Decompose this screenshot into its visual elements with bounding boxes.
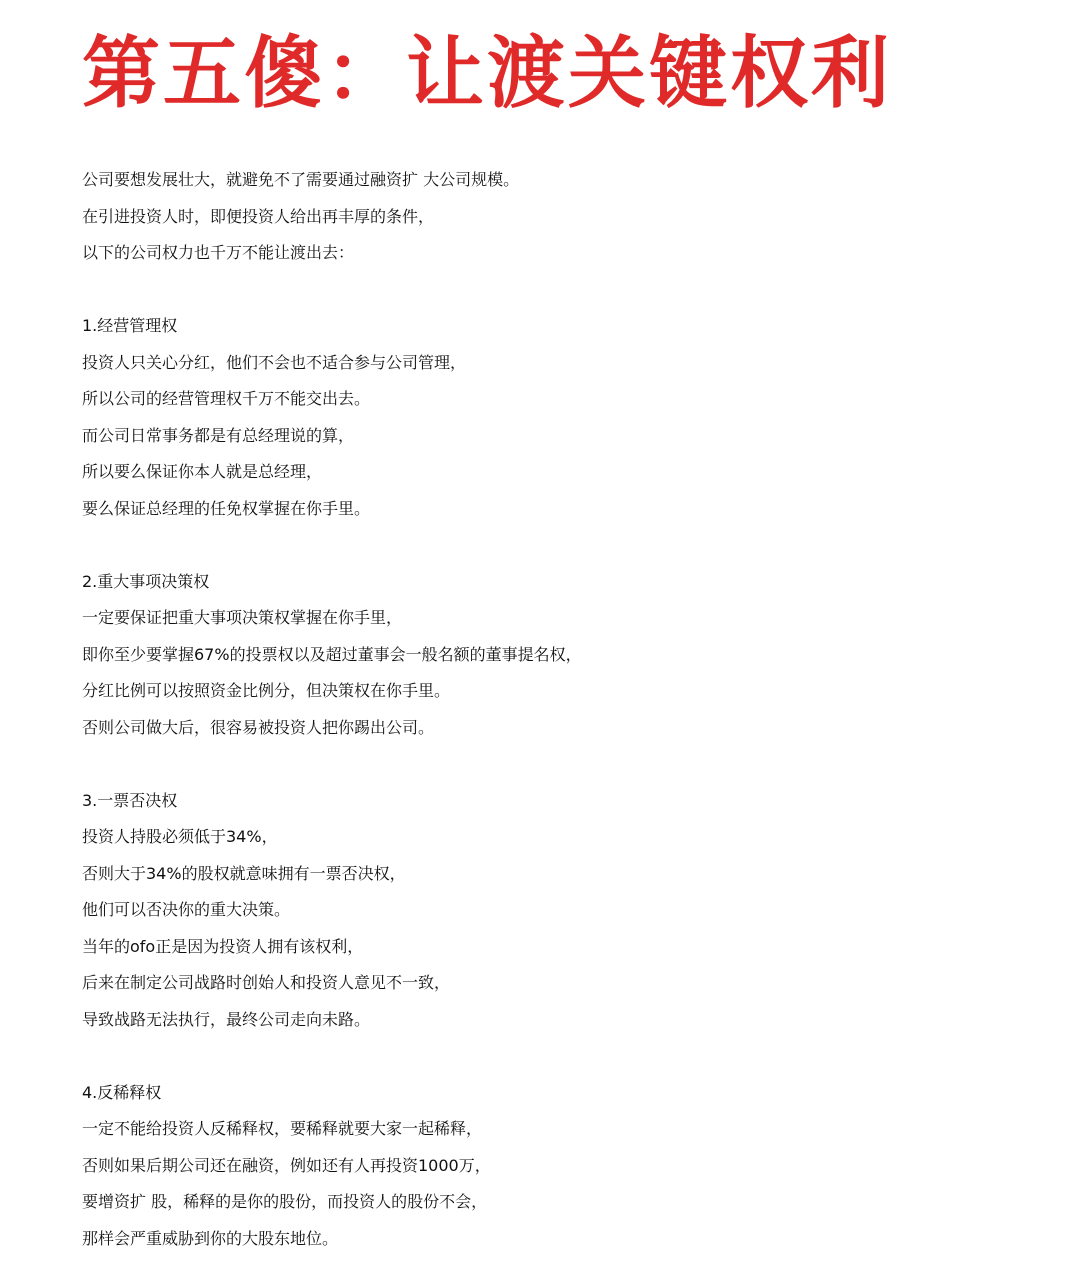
section-line: 要么保证总经理的任免权掌握在你手里。	[82, 498, 371, 518]
paragraph-spacer	[82, 272, 1072, 309]
section-anti-dilution-rights	[82, 1075, 1072, 1258]
section-line: 即你至少要掌握67%的投票权以及超过董事会一般名额的董事提名权，	[82, 644, 582, 664]
section-line: 投资人持股必须低于34%，	[82, 827, 278, 846]
intro-line: 以下的公司权力也千万不能让渡出去：	[82, 243, 355, 262]
paragraph-spacer	[82, 1038, 1072, 1075]
section-line: 当年的ofo正是因为投资人拥有该权利，	[82, 936, 364, 956]
section-line: 后来在制定公司战路时创始人和投资人意见不一致，	[82, 973, 451, 992]
section-line: 分红比例可以按照资金比例分，但决策权在你手里。	[82, 681, 451, 700]
section-heading: 1.经营管理权	[82, 316, 178, 335]
section-line: 一定要保证把重大事项决策权掌握在你手里，	[82, 608, 403, 627]
section-line: 一定不能给投资人反稀释权，要稀释就要大家一起稀释，	[82, 1119, 483, 1138]
section-line: 所以要么保证你本人就是总经理，	[82, 462, 323, 481]
section-management-rights	[82, 308, 1072, 527]
section-line: 否则公司做大后，很容易被投资人把你踢出公司。	[82, 717, 435, 737]
intro-line: 公司要想发展壮大，就避免不了需要通过融资扩 大公司规模。	[82, 170, 520, 189]
paragraph-spacer	[82, 746, 1072, 783]
paragraph-spacer	[82, 527, 1072, 564]
page-title: 第五傻：让渡关键权利	[82, 29, 893, 119]
section-line: 要增资扩 股，稀释的是你的股份，而投资人的股份不会，	[82, 1192, 488, 1211]
section-line: 那样会严重威胁到你的大股东地位。	[82, 1228, 339, 1248]
section-line: 导致战路无法执行，最终公司走向未路。	[82, 1009, 371, 1029]
section-line: 否则如果后期公司还在融资，例如还有人再投资1000万，	[82, 1155, 491, 1175]
section-line: 投资人只关心分红，他们不会也不适合参与公司管理，	[82, 352, 467, 372]
section-line: 而公司日常事务都是有总经理说的算，	[82, 425, 355, 445]
section-heading: 4.反稀释权	[82, 1082, 162, 1102]
document-body	[82, 162, 1072, 1257]
section-major-decision-rights	[82, 564, 1072, 747]
section-heading: 2.重大事项决策权	[82, 571, 210, 591]
intro-line: 在引进投资人时，即便投资人给出再丰厚的条件，	[82, 206, 435, 226]
section-heading: 3.一票否决权	[82, 790, 178, 810]
section-line: 否则大于34%的股权就意味拥有一票否决权，	[82, 863, 406, 883]
section-line: 他们可以否决你的重大决策。	[82, 900, 291, 919]
section-line: 所以公司的经营管理权千万不能交出去。	[82, 389, 371, 408]
section-veto-rights	[82, 783, 1072, 1039]
intro-paragraph	[82, 162, 1072, 272]
